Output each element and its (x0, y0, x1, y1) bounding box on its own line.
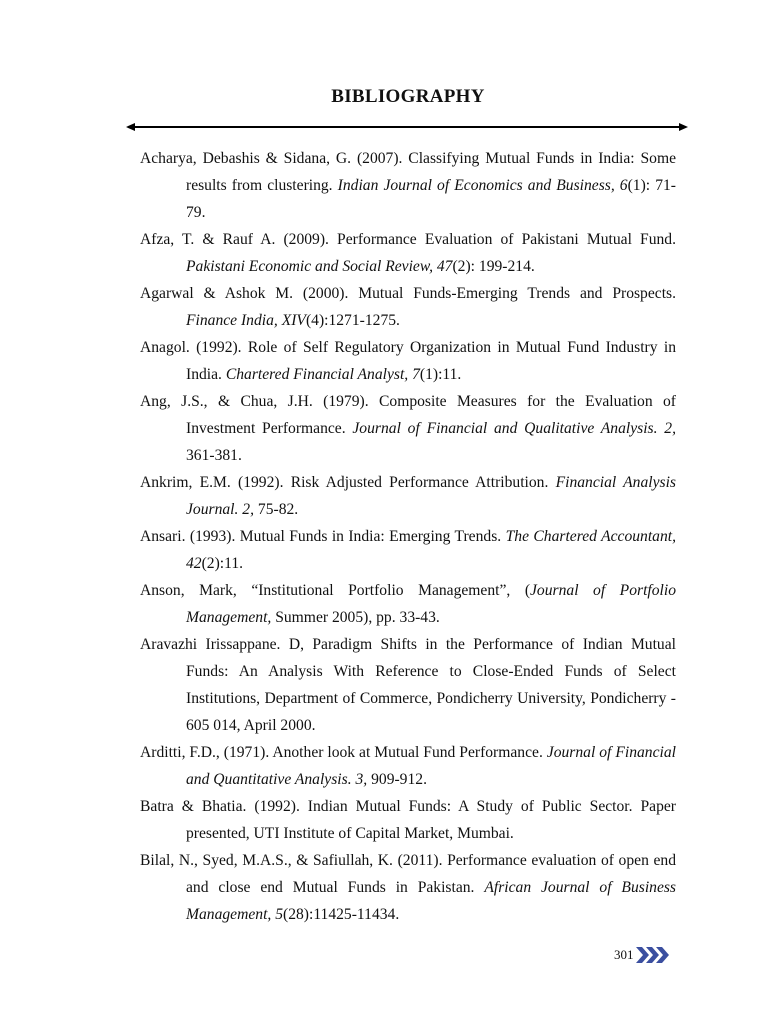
page-footer (614, 944, 669, 966)
entry-text: Ankrim, E.M. (1992). Risk Adjusted Performance Attribution. (140, 474, 556, 491)
entry-source-italic: Chartered Financial Analyst, 7 (225, 366, 420, 383)
bibliography-entry (140, 145, 676, 226)
entry-text: 75-82. (254, 501, 299, 518)
title-rule-double-arrow (126, 120, 688, 134)
bibliography-entry (140, 793, 676, 847)
entry-text: (2):11. (201, 555, 244, 572)
entry-text: Anagol. (1992). Role of Self Regulatory Organization in Mutual Fund Industry in India. (140, 339, 676, 383)
bibliography-entry (140, 388, 676, 469)
entry-text: Anson, Mark, “Institutional Portfolio Management”, ( (140, 582, 531, 599)
entry-text: (2): 199-214. (452, 258, 535, 275)
bibliography-entry (140, 577, 676, 631)
bibliography-entry (140, 523, 676, 577)
entry-source-italic: Finance India, XIV (186, 312, 306, 329)
bibliography-list (140, 145, 676, 928)
triple-chevron-icon (635, 945, 669, 965)
entry-text: (28):11425-11434. (283, 906, 400, 923)
entry-text: Batra & Bhatia. (1992). Indian Mutual Funds: A Study of Public Sector. Paper presented, UTI Institute of Capital Market, Mumbai. (140, 798, 676, 842)
entry-text: 361-381. (186, 447, 242, 464)
entry-source-italic: Journal of Financial and Quantitative Analysis. 3, (186, 744, 676, 788)
entry-text: Agarwal & Ashok M. (2000). Mutual Funds-Emerging Trends and Prospects. (140, 285, 676, 302)
bibliography-entry (140, 334, 676, 388)
entry-text: Summer 2005), pp. 33-43. (271, 609, 440, 626)
bibliography-entry (140, 469, 676, 523)
entry-source-italic: Journal of Portfolio Management, (186, 582, 676, 626)
entry-text: Aravazhi Irissappane. D, Paradigm Shifts in the Performance of Indian Mutual Funds: An Analysis With Reference to Close-Ended Funds of Select Institutions, Department of Commerce, Pondicherry University, Pondicherry - 605 014, April 2000. (140, 636, 676, 734)
entry-source-italic: Pakistani Economic and Social Review, 47 (186, 258, 453, 275)
entry-source-italic: The Chartered Accountant, 42 (186, 528, 676, 572)
entry-text: Afza, T. & Rauf A. (2009). Performance Evaluation of Pakistani Mutual Fund. (140, 231, 676, 248)
entry-text: (1):11. (419, 366, 462, 383)
page-number: 301 (614, 947, 634, 962)
bibliography-entry (140, 847, 676, 928)
entry-text: Arditti, F.D., (1971). Another look at Mutual Fund Performance. (140, 744, 547, 761)
bibliography-entry (140, 631, 676, 739)
entry-text: Ansari. (1993). Mutual Funds in India: Emerging Trends. (140, 528, 506, 545)
entry-text: Acharya, Debashis & Sidana, G. (2007). Classifying Mutual Funds in India: Some results from clustering. (140, 150, 676, 194)
entry-text: (1): 71-79. (186, 177, 676, 221)
entry-source-italic: Journal of Financial and Qualitative Analysis. 2, (352, 420, 676, 437)
bibliography-entry (140, 739, 676, 793)
entry-text: Ang, J.S., & Chua, J.H. (1979). Composite Measures for the Evaluation of Investment Performance. (140, 393, 676, 437)
entry-text: (4):1271-1275. (305, 312, 400, 329)
entry-text: Bilal, N., Syed, M.A.S., & Safiullah, K. (2011). Performance evaluation of open end and close end Mutual Funds in Pakistan. (140, 852, 676, 896)
entry-source-italic: Indian Journal of Economics and Business, 6 (337, 177, 628, 194)
bibliography-entry (140, 280, 676, 334)
entry-text: 909-912. (367, 771, 427, 788)
entry-source-italic: African Journal of Business Management, 5 (186, 879, 677, 923)
page-title: BIBLIOGRAPHY (331, 86, 485, 107)
entry-source-italic: Financial Analysis Journal. 2, (186, 474, 676, 518)
bibliography-entry (140, 226, 676, 280)
